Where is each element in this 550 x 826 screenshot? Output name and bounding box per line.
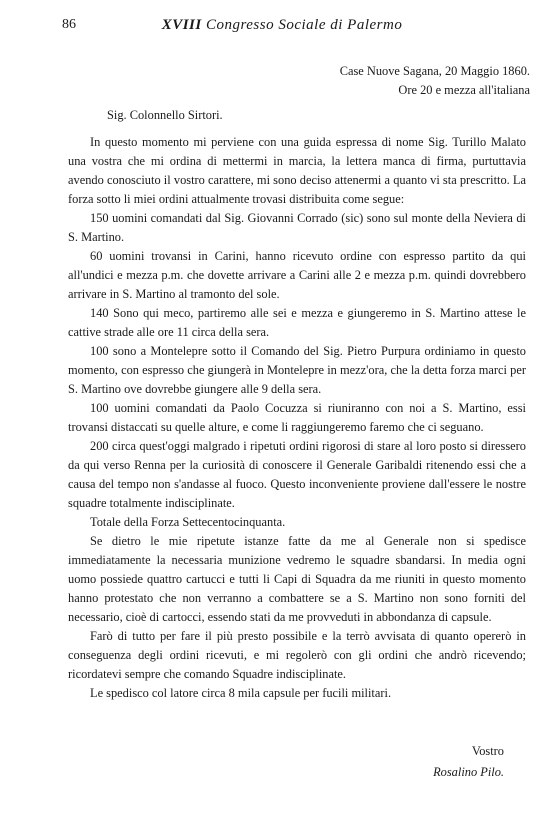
paragraph: Le spedisco col latore circa 8 mila capsule per fucili militari. [90, 686, 392, 700]
closing-word: Vostro [471, 744, 504, 758]
paragraph: Se dietro le mie ripetute istanze fatte da me al Generale non si spedisce immediatamente la necessaria munizione vedremo le squadre sbandarsi. In media ogni uomo possiede quattro cartucci e tutti li Capi di Squadra da me riuniti in questo momento hanno protestato che non verranno a combattere se a S. Martino non sono forniti del necessario, cioè di cartocci, essendo stati da me provveduti in abbondanza di capsule. [68, 534, 526, 624]
paragraph: In questo momento mi perviene con una guida espressa di nome Sig. Turillo Malato una vostra che mi ordina di mettermi in marcia, la lettera manca di firma, purtuttavia avendo conosciuto il vostro carattere, mi sono deciso attenermi a quanto vi sta prescritto. La forza sotto li miei ordini attualmente trovasi distribuita come segue: [68, 135, 526, 206]
paragraph: 150 uomini comandati dal Sig. Giovanni Corrado (sic) sono sul monte della Neviera di S. Martino. [68, 211, 526, 244]
paragraph: Farò di tutto per fare il più presto possibile e la terrò avvisata di quanto opererò in conseguenza degli ordini ricevuti, e mi regolerò con gli ordini che andrò ricevendo; ricordatevi sempre che comando Squadre indisciplinate. [68, 629, 526, 681]
letter-body [68, 133, 526, 703]
running-title-roman: XVIII [161, 17, 202, 33]
paragraph: 100 uomini comandati da Paolo Cocuzza si riuniranno con noi a S. Martino, essi trovansi distaccati su quelle alture, e come li raggiungeremo faremo che ci seguano. [68, 401, 526, 434]
time-line: Ore 20 e mezza all'italiana [398, 83, 530, 97]
paragraph: 60 uomini trovansi in Carini, hanno ricevuto ordine con espresso partito da qui all'undici e mezza p.m. che dovette arrivare a Carini alle 2 e mezza p.m. quindi dovrebbero arrivare in S. Martino al tramonto del sole. [68, 249, 526, 301]
running-title [62, 17, 502, 34]
salutation: Sig. Colonnello Sirtori. [107, 108, 223, 122]
running-title-text: Congresso Sociale di Palermo [205, 17, 403, 33]
paragraph: 200 circa quest'oggi malgrado i ripetuti ordini rigorosi di stare al loro posto si diressero da qui verso Renna per la curiosità di conoscere il Generale Garibaldi ritenendo essi che a causa del tempo non s'andasse al fuoco. Questo inconveniente proviene dall'essere le nostre squadre totalmente indisciplinate. [68, 439, 526, 510]
paragraph: 140 Sono qui meco, partiremo alle sei e mezza e giungeremo in S. Martino attese le cattive strade alle ore 11 circa della sera. [68, 306, 526, 339]
signature: Rosalino Pilo. [433, 765, 504, 779]
page-header [62, 17, 502, 37]
paragraph: 100 sono a Montelepre sotto il Comando del Sig. Pietro Purpura ordiniamo in questo momento, con espresso che giungerà in Montelepre in mezz'ora, che la detta forza marci per S. Martino ove dovrebbe giungere alle 9 della sera. [68, 344, 526, 396]
page-number: 86 [62, 17, 76, 32]
paragraph: Totale della Forza Settecentocinquanta. [90, 515, 286, 529]
place-date: Case Nuove Sagana, 20 Maggio 1860. [339, 64, 530, 78]
closing-block [433, 741, 504, 783]
dateline [300, 62, 530, 100]
